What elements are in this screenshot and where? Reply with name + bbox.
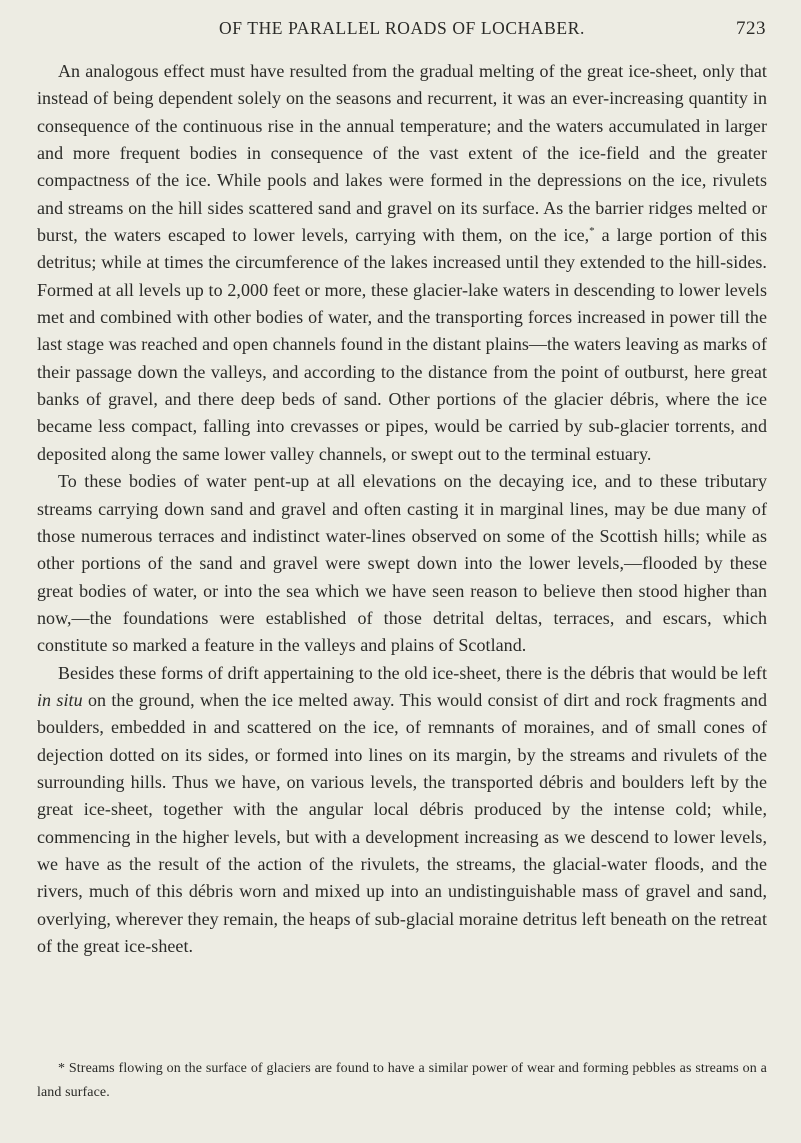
paragraph-3: [37, 660, 767, 961]
paragraph-1: [37, 58, 767, 468]
paragraph-2: To these bodies of water pent-up at all elevations on the decaying ice, and to these tributary streams carrying down sand and gravel and often casting it in marginal lines, may be due many of those numerous terraces and indistinct water-lines observed on some of the Scottish hills; while as other portions of the sand and gravel were swept down into the lower levels,—flooded by these great bodies of water, or into the sea which we have seen reason to believe then stood higher than now,—the foundations were established of those detrital deltas, terraces, and escars, which constitute so marked a feature in the valleys and plains of Scotland.: [37, 471, 767, 656]
page-header: [38, 18, 766, 44]
footnote: * Streams flowing on the surface of glaciers are found to have a similar power of wear and forming pebbles as streams on a land surface.: [37, 1061, 767, 1100]
running-head: OF THE PARALLEL ROADS OF LOCHABER.: [219, 18, 585, 38]
paragraph-1-text-b: a large portion of this detritus; while at times the circumference of the lakes increased until they extended to the hill-sides. Formed at all levels up to 2,000 feet or more, these glacier-lake waters in descending to lower levels met and combined with other bodies of water, and the transporting forces increased in power till the last stage was reached and open channels found in the distant plains—the waters leaving as marks of their passage down the valleys, and according to the distance from the point of outburst, here great banks of gravel, and there deep beds of sand. Other portions of the glacier débris, where the ice became less compact, falling into crevasses or pipes, would be carried by sub-glacier torrents, and deposited along the same lower valley channels, or swept out to the terminal estuary.: [37, 225, 767, 464]
body-text: [37, 58, 767, 960]
paragraph-1-text-a: An analogous effect must have resulted from the gradual melting of the great ice-sheet, only that instead of being dependent solely on the seasons and recurrent, it was an ever-increasing quantity in consequence of the continuous rise in the annual temperature; and the waters accumulated in larger and more frequent bodies in consequence of the vast extent of the ice-field and the greater compactness of the ice. While pools and lakes were formed in the depressions on the ice, rivulets and streams on the hill sides scattered sand and gravel on its surface. As the barrier ridges melted or burst, the waters escaped to lower levels, carrying with them, on the ice,: [37, 61, 767, 246]
paragraph-3-text-a: Besides these forms of drift appertaining to the old ice-sheet, there is the débris that would be left: [58, 662, 767, 683]
footnote-reference: *: [589, 225, 595, 238]
paragraph-3-text-b: on the ground, when the ice melted away. This would consist of dirt and rock fragments and boulders, embedded in and scattered on the ice, of remnants of moraines, and of small cones of dejection dotted on its sides, or formed into lines on its margin, by the streams and rivulets of the surrounding hills. Thus we have, on various levels, the transported débris and boulders left by the great ice-sheet, together with the angular local débris produced by the intense cold; while, commencing in the higher levels, but with a development increasing as we descend to lower levels, we have as the result of the action of the rivulets, the streams, the glacial-water floods, and the rivers, much of this débris worn and mixed up into an undistinguishable mass of gravel and sand, overlying, wherever they remain, the heaps of sub-glacial moraine detritus left beneath on the retreat of the great ice-sheet.: [37, 689, 767, 956]
italic-term: in situ: [37, 689, 83, 710]
page-number: 723: [736, 18, 766, 39]
